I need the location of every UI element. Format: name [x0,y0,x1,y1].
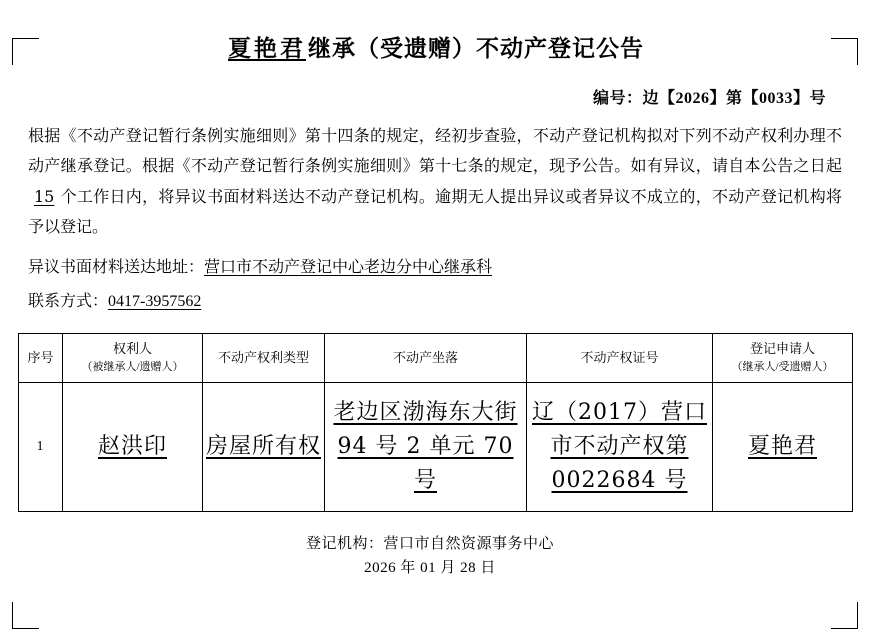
table-row [19,383,853,512]
cell-cert-number [527,383,713,512]
footer-organization-value: 营口市自然资源事务中心 [383,536,555,552]
cell-location [325,383,527,512]
document-number [18,85,852,108]
title-handwritten-name: 夏艳君 [228,35,306,62]
header-owner-sub: （被继承人/遗赠人） [81,361,184,373]
cell-applicant-text: 夏艳君 [747,434,817,459]
paragraph-part2: 个工作日内，将异议书面材料送达不动产登记机构。逾期无人提出异议或者异议不成立的，不动产登记机构将予以登记。 [28,189,842,236]
registration-table [18,333,853,512]
page-title [18,30,852,63]
footer-date: 2026 年 01 月 28 日 [364,560,496,576]
cell-right-type-text: 房屋所有权 [206,434,322,459]
cell-index: 1 [19,383,63,512]
cell-cert-number-text: 辽（2017）营口市不动产权第 0022684 号 [532,400,707,493]
header-owner [63,334,203,383]
cell-applicant [713,383,853,512]
header-right-type-main: 不动产权利类型 [217,350,309,365]
cell-location-text: 老边区渤海东大街 94 号 2 单元 70 号 [333,400,518,493]
cell-owner [63,383,203,512]
phone-value: 0417-3957562 [108,293,202,310]
footer-organization [18,532,842,556]
paragraph-part1: 根据《不动产登记暂行条例实施细则》第十四条的规定，经初步查验，不动产登记机构拟对下列不动产权利办理不动产继承登记。根据《不动产登记暂行条例实施细则》第十七条的规定，现予公告。如有异议，请自本公告之日起 [28,128,842,175]
header-location [325,334,527,383]
header-applicant-main: 登记申请人 [749,341,815,356]
cell-right-type [203,383,325,512]
phone-label: 联系方式： [28,293,109,310]
crop-mark-top-left [12,38,39,65]
document-page [0,30,870,637]
objection-days: 15 [34,187,55,206]
header-index [19,334,63,383]
header-applicant-sub: （继承人/受遗赠人） [731,361,834,373]
crop-mark-bottom-right [831,602,858,629]
phone-line [18,287,852,317]
document-footer [18,532,852,580]
header-right-type [203,334,325,383]
header-owner-main: 权利人 [112,341,152,356]
title-text: 继承（受遗赠）不动产登记公告 [308,36,644,61]
footer-organization-label: 登记机构： [305,536,384,552]
address-value: 营口市不动产登记中心老边分中心继承科 [204,259,493,276]
crop-mark-bottom-left [12,602,39,629]
header-cert-number-main: 不动产权证号 [580,350,659,365]
document-number-value: 边【2026】第【0033】号 [642,90,826,107]
header-location-main: 不动产坐落 [392,350,458,365]
header-index-main: 序号 [27,350,54,365]
address-label: 异议书面材料送达地址： [28,259,205,276]
cell-owner-text: 赵洪印 [97,434,167,459]
body-text [18,122,852,243]
paragraph-main [28,122,842,243]
header-cert-number [527,334,713,383]
header-applicant [713,334,853,383]
crop-mark-top-right [831,38,858,65]
table-header-row [19,334,853,383]
address-line [18,253,852,283]
document-number-label: 编号： [592,90,643,107]
